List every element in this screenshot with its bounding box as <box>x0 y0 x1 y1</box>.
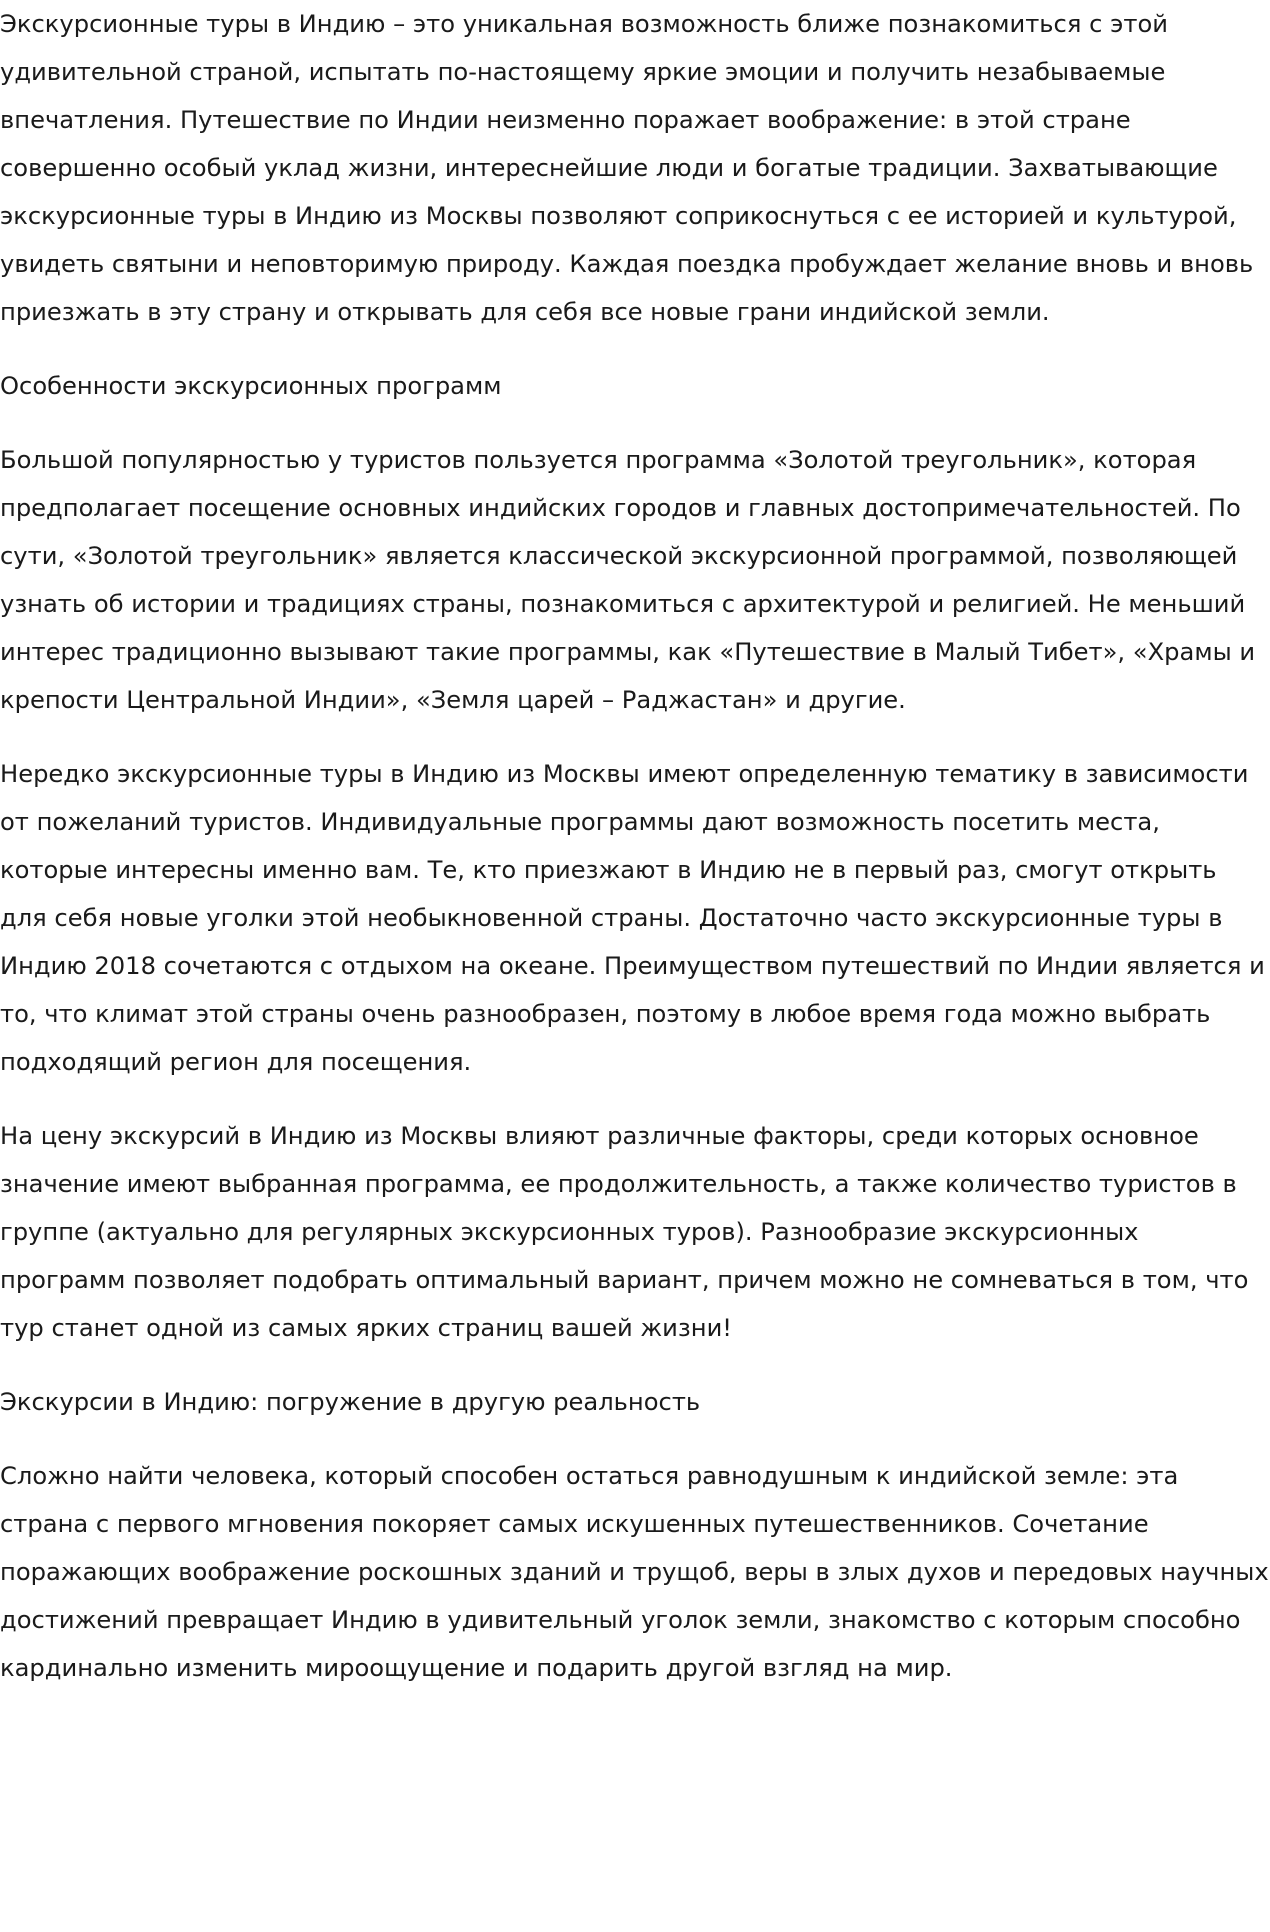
paragraph-price-factors: На цену экскурсий в Индию из Москвы влияют различные факторы, среди которых основное значение имеют выбранная программа, ее продолжительность, а также количество туристов в группе (актуально для регулярных экскурсионных туров). Разнообразие экскурсионных программ позволяет подобрать оптимальный вариант, причем можно не сомневаться в том, что тур станет одной из самых ярких страниц вашей жизни! <box>0 1122 1249 1342</box>
paragraph-golden-triangle: Большой популярностью у туристов пользуется программа «Золотой треугольник», которая предполагает посещение основных индийских городов и главных достопримечательностей. По сути, «Золотой треугольник» является классической экскурсионной программой, позволяющей узнать об истории и традициях страны, познакомиться с архитектурой и религией. Не меньший интерес традиционно вызывают такие программы, как «Путешествие в Малый Тибет», «Храмы и крепости Центральной Индии», «Земля царей – Раджастан» и другие. <box>0 446 1256 714</box>
section-heading-immersion: Экскурсии в Индию: погружение в другую реальность <box>0 1388 701 1416</box>
paragraph-intro: Экскурсионные туры в Индию – это уникальная возможность ближе познакомиться с этой удивительной страной, испытать по-настоящему яркие эмоции и получить незабываемые впечатления. Путешествие по Индии неизменно поражает воображение: в этой стране совершенно особый уклад жизни, интереснейшие люди и богатые традиции. Захватывающие экскурсионные туры в Индию из Москвы позволяют соприкоснуться с ее историей и культурой, увидеть святыни и неповторимую природу. Каждая поездка пробуждает желание вновь и вновь приезжать в эту страну и открывать для себя все новые грани индийской земли. <box>0 10 1254 326</box>
paragraph-immersion: Сложно найти человека, который способен остаться равнодушным к индийской земле: эта страна с первого мгновения покоряет самых искушенных путешественников. Сочетание поражающих воображение роскошных зданий и трущоб, веры в злых духов и передовых научных достижений превращает Индию в удивительный уголок земли, знакомство с которым способно кардинально изменить мироощущение и подарить другой взгляд на мир. <box>0 1462 1269 1682</box>
paragraph-themed-tours: Нередко экскурсионные туры в Индию из Москвы имеют определенную тематику в зависимости от пожеланий туристов. Индивидуальные программы дают возможность посетить места, которые интересны именно вам. Те, кто приезжают в Индию не в первый раз, смогут открыть для себя новые уголки этой необыкновенной страны. Достаточно часто экскурсионные туры в Индию 2018 сочетаются с отдыхом на океане. Преимуществом путешествий по Индии является и то, что климат этой страны очень разнообразен, поэтому в любое время года можно выбрать подходящий регион для посещения. <box>0 760 1265 1076</box>
section-heading-programs: Особенности экскурсионных программ <box>0 372 502 400</box>
